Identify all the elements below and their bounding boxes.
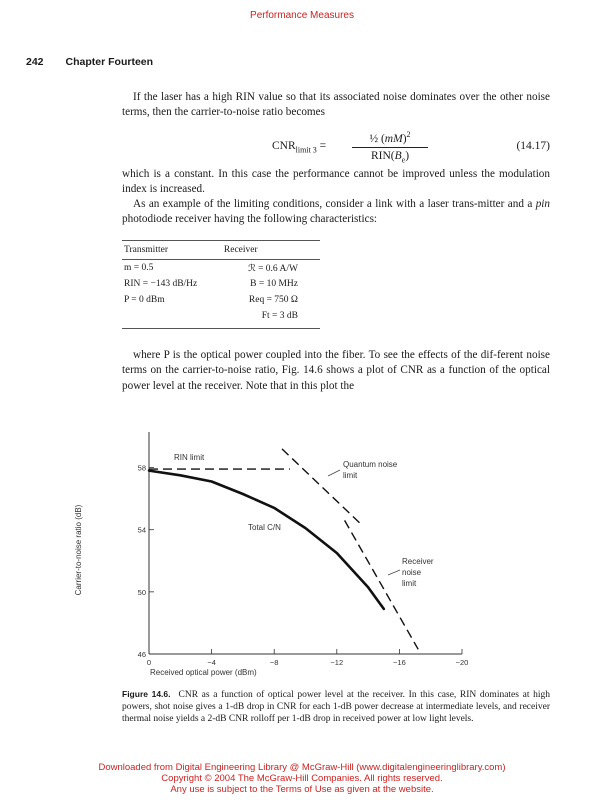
paragraph-3: As an example of the limiting conditions, consider a link with a laser trans-mitter and a pin photodiode receiver having the following characteristics:	[122, 198, 550, 226]
equation-denominator: $RIN(B_e)$	[370, 149, 410, 165]
annotation-rin-limit: RIN limit	[174, 453, 205, 462]
annotation-quantum-limit-2: limit	[343, 471, 358, 480]
paragraph-1: If the laser has a high RIN value so that its associated noise dominates over the other noise terms, then the carrier-to-noise ratio becomes	[122, 91, 550, 119]
leader-quantum	[328, 470, 340, 476]
y-tick-label: 46	[137, 650, 146, 659]
cnr-chart	[0, 420, 604, 682]
annotation-total-cn: Total C/N	[248, 523, 281, 532]
equation-numerator: ½ (mM)$^2$	[352, 130, 428, 148]
annotation-quantum-limit-1: Quantum noise	[343, 460, 398, 469]
specs-table	[122, 240, 320, 329]
paragraph-2: which is a constant. In this case the performance cannot be improved unless the modulation index is increased.	[122, 168, 550, 196]
annotation-receiver-limit-3: limit	[402, 579, 417, 588]
figure-caption	[122, 688, 550, 725]
table-cell: RIN = −143 dB/Hz	[124, 279, 198, 289]
running-header[interactable]: Performance Measures	[250, 10, 354, 21]
page-number: 242	[26, 56, 44, 68]
annotation-receiver-limit-2: noise	[402, 568, 422, 577]
footer-copyright: Copyright © 2004 The McGraw-Hill Companies. All rights reserved.	[161, 773, 443, 784]
figure-caption-text: CNR as a function of optical power level at the receiver. In this case, RIN dominates at high powers, shot noise gives a 1-dB drop in CNR for each 1-dB power decrease at intermediate levels, and receiver thermal noise yields a 2-dB CNR rolloff per 1-dB drop in received power at low light levels.	[122, 690, 550, 724]
series-total-c-n	[149, 471, 384, 609]
footer	[0, 762, 604, 795]
table-cell: B = 10 MHz	[250, 279, 298, 289]
x-tick-label: −12	[330, 658, 344, 667]
annotation-receiver-limit-1: Receiver	[402, 557, 434, 566]
table-header-transmitter: Transmitter	[122, 241, 222, 260]
table-header-receiver: Receiver	[222, 241, 320, 260]
equation-lhs: $CNR_{limit 3}$ =	[272, 140, 327, 155]
footer-link[interactable]: Downloaded from Digital Engineering Library @ McGraw-Hill (www.digitalengineeringlibrary.com)	[98, 762, 506, 773]
table-cell: Req = 750 Ω	[248, 295, 298, 305]
footer-terms[interactable]: Any use is subject to the Terms of Use as given at the website.	[170, 784, 434, 795]
table-cell	[122, 308, 222, 329]
table-cell: P = 0 dBm	[124, 295, 165, 305]
table-cell: ℛ = 0.6 A/W	[248, 263, 298, 274]
x-tick-label: −16	[393, 658, 406, 667]
paragraph-4: where P is the optical power coupled into the fiber. To see the effects of the dif-ferent noise terms on the carrier-to-noise ratio, Fig. 14.6 shows a plot of CNR as a function of the optical power level at the receiver. Note that in this plot the	[122, 349, 550, 392]
figure-label: Figure 14.6.	[122, 689, 171, 699]
y-tick-label: 50	[137, 587, 146, 597]
x-tick-label: −20	[455, 658, 469, 667]
x-tick-label: −8	[269, 658, 279, 667]
table-cell: Ft = 3 dB	[222, 308, 320, 329]
x-tick-label: −4	[207, 658, 216, 667]
y-tick-label: 54	[137, 525, 146, 535]
equation-number: (14.17)	[516, 140, 550, 152]
equation-14-17	[122, 128, 550, 172]
page-header	[26, 56, 153, 68]
leader-receiver	[388, 570, 400, 575]
x-axis-label: Received optical power (dBm)	[150, 668, 257, 677]
x-tick-label: 0	[146, 658, 152, 667]
chapter-title: Chapter Fourteen	[65, 56, 154, 68]
equation-fraction	[352, 130, 428, 164]
y-axis-label: Carrier-to-noise ratio (dB)	[74, 504, 83, 596]
y-tick-label: 58	[137, 463, 146, 473]
table-cell: m = 0.5	[124, 263, 154, 273]
